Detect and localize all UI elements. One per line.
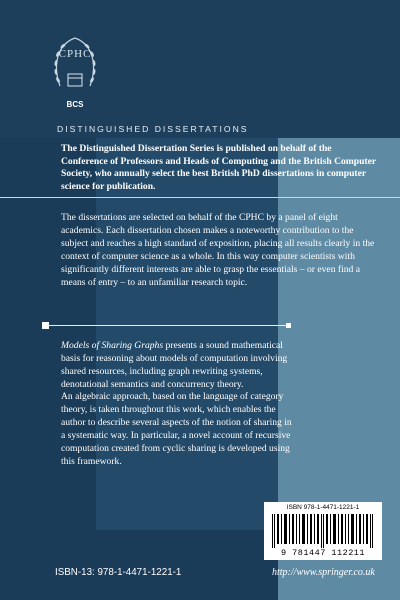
book-approach: An algebraic approach, based on the language of category theory, is taken throughout this work, which enables the author to describe several aspects of the notion of sharing in a systematic way. In particular, a novel account of recursive computation created from cyclic sharing is developed using this framework. <box>61 391 292 468</box>
isbn-13: ISBN-13: 978-1-4471-1221-1 <box>55 567 182 578</box>
barcode-number: 9 781447 112211 <box>280 548 365 558</box>
logo-cphc-text: CPHC <box>58 48 92 60</box>
cphc-bcs-logo <box>48 34 102 116</box>
divider-end-marker <box>286 323 291 328</box>
series-label: DISTINGUISHED DISSERTATIONS <box>57 124 249 134</box>
logo-bcs-text: BCS <box>66 100 84 109</box>
barcode-isbn-label: ISBN 978-1-4471-1221-1 <box>286 504 360 511</box>
book-title: Models of Sharing Graphs <box>61 340 164 351</box>
selection-description: The dissertations are selected on behalf of the CPHC by a panel of eight academics. Each dissertation chosen makes a noteworthy contribution to the subject and reaches a high standard of exposition, placing all results clearly in the context of computer science as a whole. In this way computer scientists with significantly different interests are able to grasp the essentials – or even find a means of entry – to an unfamiliar research topic. <box>61 212 375 289</box>
barcode-bars-icon <box>272 514 374 548</box>
book-summary <box>61 339 297 391</box>
barcode <box>264 502 382 560</box>
divider-middle <box>48 325 288 326</box>
bottom-left-band <box>0 530 278 600</box>
divider-square-marker <box>42 322 49 329</box>
book-summary-text: presents a sound mathematical basis for reasoning about models of computation involving shared resources, including graph rewriting systems, denotational semantics and concurrency theory. <box>61 340 288 390</box>
laurel-wreath-icon <box>48 34 102 98</box>
publisher-url[interactable]: http://www.springer.co.uk <box>272 567 375 578</box>
series-description: The Distinguished Dissertation Series is published on behalf of the Conference of Professors and Heads of Computing and the British Computer Society, who annually select the best British PhD dissertations in computer science for publication. <box>61 143 376 193</box>
divider-top <box>0 197 400 198</box>
